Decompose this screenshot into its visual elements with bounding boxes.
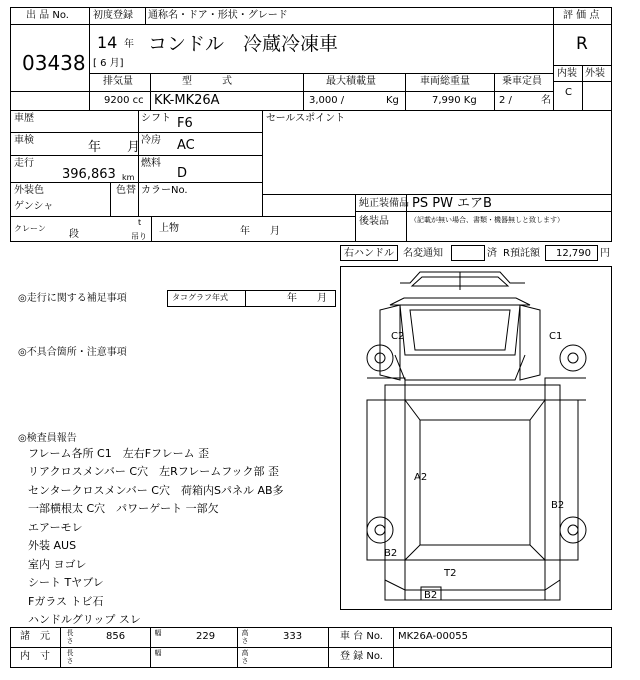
car-name: コンドル 冷蔵冷凍車 bbox=[148, 33, 339, 55]
color-code-label: カラーNo. bbox=[141, 185, 188, 196]
sales-point-label: セールスポイント bbox=[266, 113, 346, 124]
mark-a2: A2 bbox=[414, 472, 428, 483]
inspection-label: 車検 bbox=[14, 135, 34, 146]
recycle-done-label: 済 bbox=[487, 248, 497, 259]
name-change-label: 名変通知 bbox=[403, 248, 443, 259]
length-label: 長さ bbox=[66, 629, 74, 645]
inner-width-label: 幅 bbox=[154, 649, 162, 657]
chassis-value: MK26A-00055 bbox=[398, 631, 468, 642]
reg-no-label: 登 録 No. bbox=[340, 651, 383, 662]
width-value: 229 bbox=[196, 631, 216, 642]
year-unit: 年 bbox=[124, 39, 134, 50]
inspector-line: Fガラス トビ石 bbox=[28, 595, 104, 608]
supplement-label: ◎走行に関する補足事項 bbox=[18, 293, 127, 304]
displacement-value: 9200 cc bbox=[104, 95, 144, 106]
std-equipment-label: 純正装備品 bbox=[359, 198, 409, 209]
mark-b2-left: B2 bbox=[384, 548, 398, 559]
mark-c2: C2 bbox=[391, 331, 405, 342]
color-change-label: 色替 bbox=[116, 185, 136, 196]
inspector-line: シート Tヤブレ bbox=[28, 576, 104, 589]
grille bbox=[395, 355, 525, 380]
crane-lift: 吊り bbox=[131, 232, 147, 241]
mileage-label: 走行 bbox=[14, 158, 34, 169]
spec-label: 諸 元 bbox=[20, 631, 50, 642]
fuel-value: D bbox=[177, 166, 188, 181]
reg-month: [ 6 月] bbox=[93, 58, 124, 69]
score-label: 評 価 点 bbox=[563, 10, 600, 21]
color-label: 外装色 bbox=[14, 185, 44, 196]
width-label: 幅 bbox=[154, 629, 162, 637]
recycle-deposit-label: R預託額 bbox=[503, 248, 540, 259]
height-value: 333 bbox=[283, 631, 303, 642]
crane-label: クレーン bbox=[14, 224, 46, 233]
mark-t2: T2 bbox=[444, 568, 457, 579]
height-label: 高さ bbox=[241, 629, 249, 645]
fuel-label: 燃料 bbox=[141, 158, 161, 169]
inspection-value: 年 月 bbox=[88, 140, 141, 155]
windshield bbox=[410, 310, 510, 350]
recycle-unit: 円 bbox=[600, 248, 610, 259]
mark-b2-rear: B2 bbox=[424, 590, 438, 601]
std-equipment-value: PS PW エアB bbox=[412, 196, 492, 211]
name-label: 通称名・ドア・形状・グレード bbox=[148, 10, 288, 21]
crane-ton: t bbox=[138, 218, 142, 227]
wheel-rear-left bbox=[367, 517, 393, 543]
gvw-value: 7,990 Kg bbox=[432, 95, 477, 106]
cargo-box bbox=[385, 385, 560, 600]
inner-height-label: 高さ bbox=[241, 649, 249, 665]
max-load-value: 3,000 / bbox=[309, 95, 345, 106]
retrofit-note: （記載が無い場合、書類・機器無しと致します） bbox=[410, 216, 564, 224]
capacity-value: 2 / bbox=[499, 95, 512, 106]
capacity-unit: 名 bbox=[541, 95, 551, 106]
gvw-label: 車両総重量 bbox=[420, 76, 470, 87]
inspector-line: ハンドルグリップ スレ bbox=[28, 613, 141, 626]
left-door bbox=[380, 305, 400, 380]
rhd-label: 右ハンドル bbox=[344, 248, 394, 259]
recycle-deposit-value: 12,790 bbox=[556, 248, 591, 259]
inspector-line: 一部横根太 C穴 パワーゲート 一部欠 bbox=[28, 502, 219, 515]
inspector-line: リアクロスメンバー C穴 左Rフレームフック部 歪 bbox=[28, 465, 280, 478]
max-load-label: 最大積載量 bbox=[326, 76, 376, 87]
max-load-unit: Kg bbox=[386, 95, 399, 106]
wheel-rear-right bbox=[560, 517, 586, 543]
loading-label: 上物 bbox=[159, 223, 179, 234]
history-label: 車歴 bbox=[14, 113, 34, 124]
interior-score: C bbox=[565, 87, 572, 98]
shift-label: シフト bbox=[141, 113, 171, 124]
tailgate bbox=[385, 580, 560, 590]
inspector-label: ◎検査員報告 bbox=[18, 433, 77, 444]
mark-b2-right: B2 bbox=[551, 500, 565, 511]
loading-value: 年 月 bbox=[240, 226, 280, 237]
score-value: R bbox=[576, 34, 588, 54]
inspector-line: フレーム各所 C1 左右Fフレーム 歪 bbox=[28, 447, 210, 460]
type-label: 型 式 bbox=[182, 76, 232, 87]
first-reg-label: 初度登録 bbox=[93, 10, 133, 21]
inspector-line: 外装 AUS bbox=[28, 539, 77, 552]
mark-c1: C1 bbox=[549, 331, 563, 342]
windshield-top bbox=[390, 298, 530, 305]
mileage-value: 396,863 bbox=[62, 167, 116, 182]
length-value: 856 bbox=[106, 631, 126, 642]
lot-number: 03438 bbox=[22, 51, 86, 75]
retrofit-label: 後装品 bbox=[359, 216, 389, 227]
exterior-label: 外装 bbox=[585, 68, 605, 79]
inspector-line: エアーモレ bbox=[28, 521, 83, 534]
ac-value: AC bbox=[177, 138, 195, 153]
inner-label: 内 寸 bbox=[20, 651, 50, 662]
defects-label: ◎不具合箇所・注意事項 bbox=[18, 347, 127, 358]
shift-value: F6 bbox=[177, 116, 193, 131]
mileage-unit: km bbox=[122, 173, 135, 182]
inspector-line: センタークロスメンバー C穴 荷箱内Sパネル AB多 bbox=[28, 484, 284, 497]
chassis-label: 車 台 No. bbox=[340, 631, 383, 642]
displacement-label: 排気量 bbox=[103, 76, 133, 87]
tacho-value: 年 月 bbox=[287, 293, 327, 304]
reg-year: 14 bbox=[97, 33, 118, 52]
color-value: ゲンシャ bbox=[14, 201, 54, 212]
interior-label: 内装 bbox=[557, 68, 577, 79]
tacho-label: タコグラフ年式 bbox=[172, 293, 228, 302]
right-door bbox=[520, 305, 540, 380]
crane-stages: 段 bbox=[69, 229, 79, 240]
lot-label: 出 品 No. bbox=[26, 10, 69, 21]
inspector-line: 室内 ヨゴレ bbox=[28, 558, 87, 571]
inner-length-label: 長さ bbox=[66, 649, 74, 665]
wheel-front-right bbox=[560, 345, 586, 371]
model-value: KK-MK26A bbox=[154, 93, 220, 108]
capacity-label: 乗車定員 bbox=[502, 76, 542, 87]
cab-front bbox=[400, 305, 520, 355]
ac-label: 冷房 bbox=[141, 135, 161, 146]
